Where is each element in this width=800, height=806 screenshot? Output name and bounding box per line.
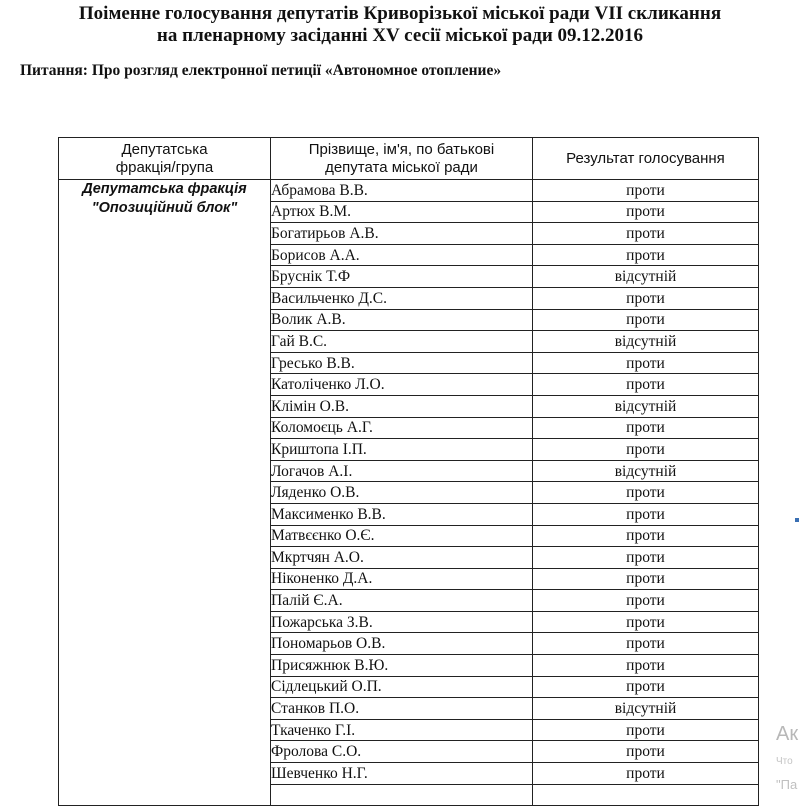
vote-result: проти [533, 244, 759, 266]
header-faction-line-1: Депутатська [121, 140, 208, 158]
deputy-name: Васильченко Д.С. [271, 287, 533, 309]
vote-result: проти [533, 503, 759, 525]
faction-cell [59, 180, 271, 806]
deputy-name: Богатирьов А.В. [271, 223, 533, 245]
deputy-name: Клімін О.В. [271, 395, 533, 417]
deputy-name: Борисов А.А. [271, 244, 533, 266]
deputy-name: Ляденко О.В. [271, 482, 533, 504]
deputy-name: Логачов А.І. [271, 460, 533, 482]
vote-result: проти [533, 611, 759, 633]
vote-result: проти [533, 547, 759, 569]
edge-marker [795, 518, 799, 522]
vote-result: проти [533, 374, 759, 396]
faction-label-line: "Опозиційний блок" [91, 200, 238, 216]
header-faction-line-2: фракція/група [115, 158, 214, 176]
document-title-line-1: Поіменне голосування депутатів Криворізької міської ради VII скликання [78, 3, 722, 24]
question-line: Питання: Про розгляд електронної петиції «Автономное отопление» [20, 62, 502, 79]
roll-call-table [58, 137, 759, 806]
vote-result: проти [533, 223, 759, 245]
table-body [59, 180, 759, 806]
header-name-line-2: депутата міської ради [325, 158, 478, 176]
vote-result: відсутній [533, 266, 759, 288]
vote-result: проти [533, 309, 759, 331]
deputy-name: Криштопа І.П. [271, 439, 533, 461]
deputy-name: Матвєєнко О.Є. [271, 525, 533, 547]
vote-result: проти [533, 180, 759, 202]
faction-label-line: Депутатська фракція [82, 181, 247, 197]
vote-result: проти [533, 352, 759, 374]
deputy-name [271, 784, 533, 806]
deputy-name: Станков П.О. [271, 698, 533, 720]
document-title-line-2: на пленарному засіданні XV сесії міської ради 09.12.2016 [156, 25, 644, 46]
vote-result: проти [533, 741, 759, 763]
deputy-name: Артюх В.М. [271, 201, 533, 223]
deputy-name: Гресько В.В. [271, 352, 533, 374]
deputy-name: Волик А.В. [271, 309, 533, 331]
vote-result: проти [533, 763, 759, 785]
vote-result: відсутній [533, 331, 759, 353]
vote-result: проти [533, 417, 759, 439]
deputy-name: Присяжнюк В.Ю. [271, 655, 533, 677]
table-header-row [59, 138, 759, 180]
vote-result: проти [533, 568, 759, 590]
watermark-line-1: Ак [776, 723, 799, 745]
deputy-name: Мкртчян А.О. [271, 547, 533, 569]
deputy-name: Фролова С.О. [271, 741, 533, 763]
vote-result: проти [533, 676, 759, 698]
deputy-name: Бруснік Т.Ф [271, 266, 533, 288]
vote-result: проти [533, 439, 759, 461]
deputy-name: Шевченко Н.Г. [271, 763, 533, 785]
watermark-line-2: Что [776, 756, 793, 767]
vote-result: проти [533, 633, 759, 655]
deputy-name: Ніконенко Д.А. [271, 568, 533, 590]
header-name [271, 138, 533, 180]
header-name-line-1: Прізвище, ім'я, по батькові [308, 140, 495, 158]
deputy-name: Пожарська З.В. [271, 611, 533, 633]
deputy-name: Абрамова В.В. [271, 180, 533, 202]
vote-result: відсутній [533, 460, 759, 482]
deputy-name: Максименко В.В. [271, 503, 533, 525]
header-faction [59, 138, 271, 180]
deputy-name: Гай В.С. [271, 331, 533, 353]
vote-result: проти [533, 287, 759, 309]
deputy-name: Пономарьов О.В. [271, 633, 533, 655]
vote-result: проти [533, 590, 759, 612]
vote-result: проти [533, 201, 759, 223]
deputy-name: Сідлецький О.П. [271, 676, 533, 698]
vote-result: проти [533, 655, 759, 677]
deputy-name: Католіченко Л.О. [271, 374, 533, 396]
vote-result: проти [533, 482, 759, 504]
deputy-name: Ткаченко Г.І. [271, 719, 533, 741]
deputy-name: Палій Є.А. [271, 590, 533, 612]
header-result: Результат голосування [533, 138, 759, 180]
watermark-line-3: "Па [776, 777, 798, 792]
vote-result: відсутній [533, 395, 759, 417]
vote-result [533, 784, 759, 806]
deputy-name: Коломоєць А.Г. [271, 417, 533, 439]
vote-result: проти [533, 525, 759, 547]
table-row [59, 180, 759, 202]
vote-result: проти [533, 719, 759, 741]
vote-result: відсутній [533, 698, 759, 720]
